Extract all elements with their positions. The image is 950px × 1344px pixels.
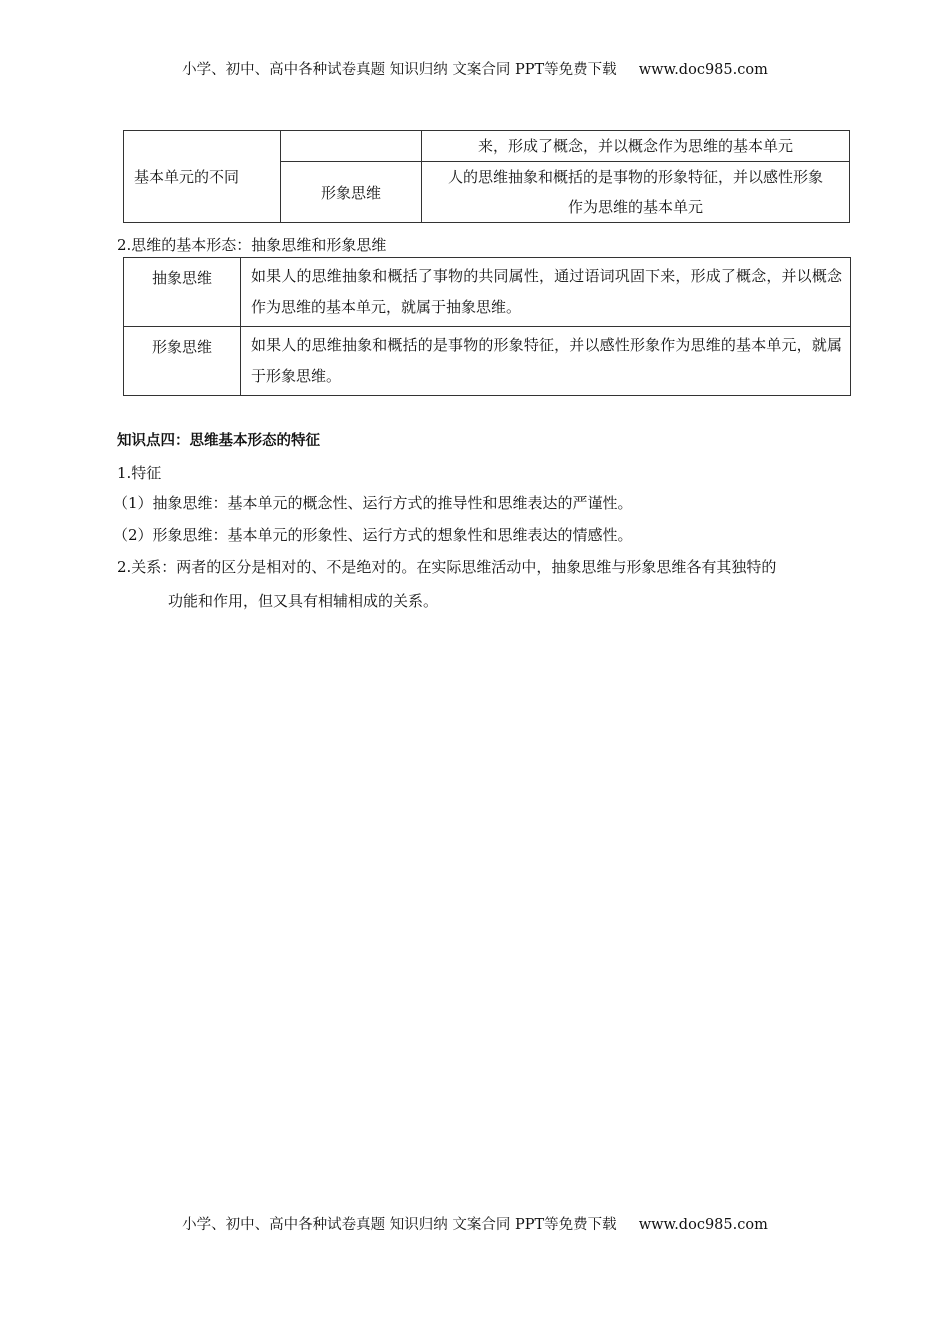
knowledge-point-4-title: 知识点四：思维基本形态的特征: [117, 433, 320, 449]
row-label: 形象思维: [124, 327, 241, 396]
page-footer: [0, 1213, 950, 1234]
row-label-basic-unit: 基本单元的不同: [124, 131, 281, 223]
row-label: 抽象思维: [124, 258, 241, 327]
row-desc: 如果人的思维抽象和概括了事物的共同属性，通过语词巩固下来，形成了概念，并以概念作为思维的基本单元，就属于抽象思维。: [241, 258, 851, 327]
cell-abstract-continued: 来，形成了概念，并以概念作为思维的基本单元: [422, 131, 850, 162]
kp4-sub-2: （2）形象思维：基本单元的形象性、运行方式的想象性和思维表达的情感性。: [113, 526, 633, 544]
page-header: [0, 58, 950, 79]
section-2-title: 2.思维的基本形态：抽象思维和形象思维: [117, 236, 387, 254]
thinking-forms-table: [123, 257, 851, 396]
table-row: [124, 327, 851, 396]
header-text: 小学、初中、高中各种试卷真题 知识归纳 文案合同 PPT等免费下载: [182, 62, 617, 78]
kp4-item-2-line2: 功能和作用，但又具有相辅相成的关系。: [168, 592, 439, 610]
header-url[interactable]: www.doc985.com: [638, 62, 768, 78]
cell-type-image-thinking: 形象思维: [281, 162, 422, 223]
cell-line: 人的思维抽象和概括的是事物的形象特征，并以感性形象: [447, 168, 823, 186]
table-row: [124, 258, 851, 327]
footer-text: 小学、初中、高中各种试卷真题 知识归纳 文案合同 PPT等免费下载: [182, 1217, 617, 1233]
cell-image-thinking-desc: [422, 162, 850, 223]
cell-type-empty: [281, 131, 422, 162]
cell-line: 作为思维的基本单元: [567, 198, 703, 216]
row-desc: 如果人的思维抽象和概括的是事物的形象特征，并以感性形象作为思维的基本单元，就属于形象思维。: [241, 327, 851, 396]
kp4-sub-1: （1）抽象思维：基本单元的概念性、运行方式的推导性和思维表达的严谨性。: [113, 494, 633, 512]
kp4-item-1: 1.特征: [117, 464, 162, 482]
comparison-table-continued: [123, 130, 850, 223]
kp4-item-2-line1: 2.关系：两者的区分是相对的、不是绝对的。在实际思维活动中，抽象思维与形象思维各有其独特的: [117, 558, 777, 576]
footer-url[interactable]: www.doc985.com: [638, 1217, 768, 1233]
